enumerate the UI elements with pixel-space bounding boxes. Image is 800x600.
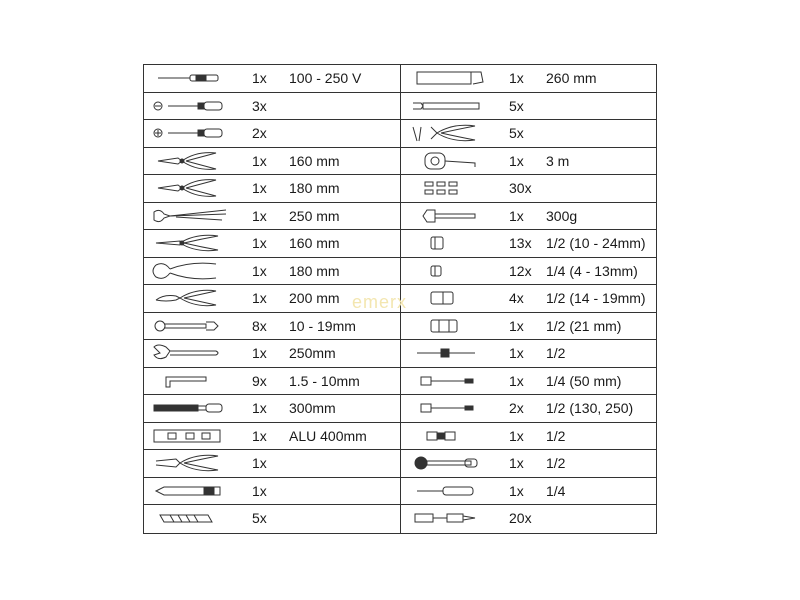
- quantity: 1x: [509, 455, 524, 472]
- quantity: 1x: [252, 400, 267, 417]
- end-cutting-pincers-icon: [146, 259, 238, 284]
- specification: ALU 400mm: [289, 427, 367, 444]
- combination-pliers-icon: [146, 176, 238, 201]
- quantity: 8x: [252, 317, 267, 334]
- bent-nose-pliers-icon: [146, 286, 238, 311]
- chisel-icon: [403, 94, 495, 119]
- spirit-level-icon: [146, 424, 238, 449]
- quantity: 1x: [509, 207, 524, 224]
- right-row: [401, 93, 657, 121]
- specification: 1/2: [546, 345, 566, 362]
- right-row: [401, 505, 657, 533]
- specification: 250mm: [289, 345, 336, 362]
- specification: 100 - 250 V: [289, 70, 362, 86]
- right-row: [401, 313, 657, 341]
- extension-bar-icon: [403, 396, 495, 421]
- quantity: 1x: [252, 262, 267, 279]
- hacksaw-icon: [403, 66, 495, 91]
- quantity: 1x: [252, 455, 267, 472]
- specification: 1/2 (130, 250): [546, 400, 634, 417]
- quantity: 1x: [252, 345, 267, 362]
- combination-wrench-icon: [146, 314, 238, 339]
- left-row: [144, 340, 400, 368]
- quantity: 1x: [509, 345, 524, 362]
- right-row: [401, 450, 657, 478]
- quantity: 2x: [252, 125, 267, 142]
- quantity: 1x: [252, 207, 267, 224]
- extension-bar-icon: [403, 369, 495, 394]
- left-row: [144, 65, 400, 93]
- ratchet-icon: [403, 451, 495, 476]
- phillips-screwdriver-icon: [146, 121, 238, 146]
- flat-screwdriver-icon: [146, 94, 238, 119]
- hex-key-icon: [146, 369, 238, 394]
- specification: 1/2 (21 mm): [546, 317, 622, 334]
- left-row: [144, 313, 400, 341]
- quantity: 5x: [252, 510, 267, 527]
- quantity: 3x: [252, 97, 267, 114]
- water-pump-pliers-icon: [146, 204, 238, 229]
- right-row: [401, 258, 657, 286]
- right-row: [401, 395, 657, 423]
- deep-socket-icon: [403, 286, 495, 311]
- specification: 160 mm: [289, 235, 340, 252]
- right-row: [401, 423, 657, 451]
- right-row: [401, 120, 657, 148]
- specification: 10 - 19mm: [289, 317, 356, 334]
- left-row: [144, 175, 400, 203]
- specification: 3 m: [546, 152, 570, 169]
- specification: 300mm: [289, 400, 336, 417]
- wire-stripper-icon: [146, 451, 238, 476]
- quantity: 12x: [509, 262, 532, 279]
- quantity: 1x: [252, 70, 267, 86]
- specification: 1/4: [546, 482, 566, 499]
- quantity: 30x: [509, 180, 532, 197]
- bit-adapters-icon: [403, 506, 495, 531]
- right-column: [400, 65, 657, 533]
- left-row: [144, 423, 400, 451]
- specification: 250 mm: [289, 207, 340, 224]
- quantity: 1x: [252, 235, 267, 252]
- specification: 1/2 (10 - 24mm): [546, 235, 646, 252]
- quantity: 1x: [509, 317, 524, 334]
- quantity: 1x: [509, 372, 524, 389]
- right-row: [401, 203, 657, 231]
- small-socket-icon: [403, 259, 495, 284]
- left-row: [144, 505, 400, 533]
- quantity: 20x: [509, 510, 532, 527]
- left-row: [144, 368, 400, 396]
- right-row: [401, 175, 657, 203]
- left-row: [144, 395, 400, 423]
- watermark: emerx: [352, 292, 408, 312]
- circlip-pliers-icon: [403, 121, 495, 146]
- specification: 1.5 - 10mm: [289, 372, 360, 389]
- file-icon: [146, 396, 238, 421]
- utility-knife-icon: [146, 479, 238, 504]
- quantity: 1x: [252, 427, 267, 444]
- specification: 300g: [546, 207, 578, 224]
- voltage-tester-screwdriver-icon: [146, 66, 238, 91]
- right-row: [401, 368, 657, 396]
- specification: 160 mm: [289, 152, 340, 169]
- long-nose-pliers-icon: [146, 231, 238, 256]
- left-row: [144, 450, 400, 478]
- specification: 180 mm: [289, 180, 340, 197]
- quantity: 13x: [509, 235, 532, 252]
- quantity: 1x: [509, 482, 524, 499]
- specification: 260 mm: [546, 70, 597, 86]
- specification: 180 mm: [289, 262, 340, 279]
- quantity: 5x: [509, 97, 524, 114]
- right-row: [401, 478, 657, 506]
- spark-plug-socket-icon: [403, 314, 495, 339]
- quantity: 2x: [509, 400, 524, 417]
- specification: 1/2: [546, 455, 566, 472]
- universal-joint-icon: [403, 424, 495, 449]
- socket-icon: [403, 231, 495, 256]
- left-row: [144, 258, 400, 286]
- left-row: [144, 148, 400, 176]
- quantity: 9x: [252, 372, 267, 389]
- t-bar-handle-icon: [403, 341, 495, 366]
- quantity: 4x: [509, 290, 524, 307]
- right-row: [401, 230, 657, 258]
- specification: 1/4 (50 mm): [546, 372, 622, 389]
- left-row: [144, 93, 400, 121]
- tape-measure-icon: [403, 149, 495, 174]
- adjustable-wrench-icon: [146, 341, 238, 366]
- quantity: 1x: [252, 180, 267, 197]
- hammer-icon: [403, 204, 495, 229]
- specification: 1/2: [546, 427, 566, 444]
- quantity: 5x: [509, 125, 524, 142]
- left-row: [144, 120, 400, 148]
- specification: 200 mm: [289, 290, 340, 307]
- quantity: 1x: [252, 482, 267, 499]
- specification: 1/2 (14 - 19mm): [546, 290, 646, 307]
- quantity: 1x: [509, 427, 524, 444]
- knife-blade-icon: [146, 506, 238, 531]
- bit-holder-screwdriver-icon: [403, 479, 495, 504]
- right-row: [401, 148, 657, 176]
- combination-pliers-icon: [146, 149, 238, 174]
- quantity: 1x: [252, 290, 267, 307]
- quantity: 1x: [252, 152, 267, 169]
- right-row: [401, 340, 657, 368]
- quantity: 1x: [509, 152, 524, 169]
- left-row: [144, 230, 400, 258]
- specification: 1/4 (4 - 13mm): [546, 262, 638, 279]
- left-row: [144, 203, 400, 231]
- right-row: [401, 285, 657, 313]
- bits-icon: [403, 176, 495, 201]
- quantity: 1x: [509, 70, 524, 86]
- right-row: [401, 65, 657, 93]
- left-row: [144, 478, 400, 506]
